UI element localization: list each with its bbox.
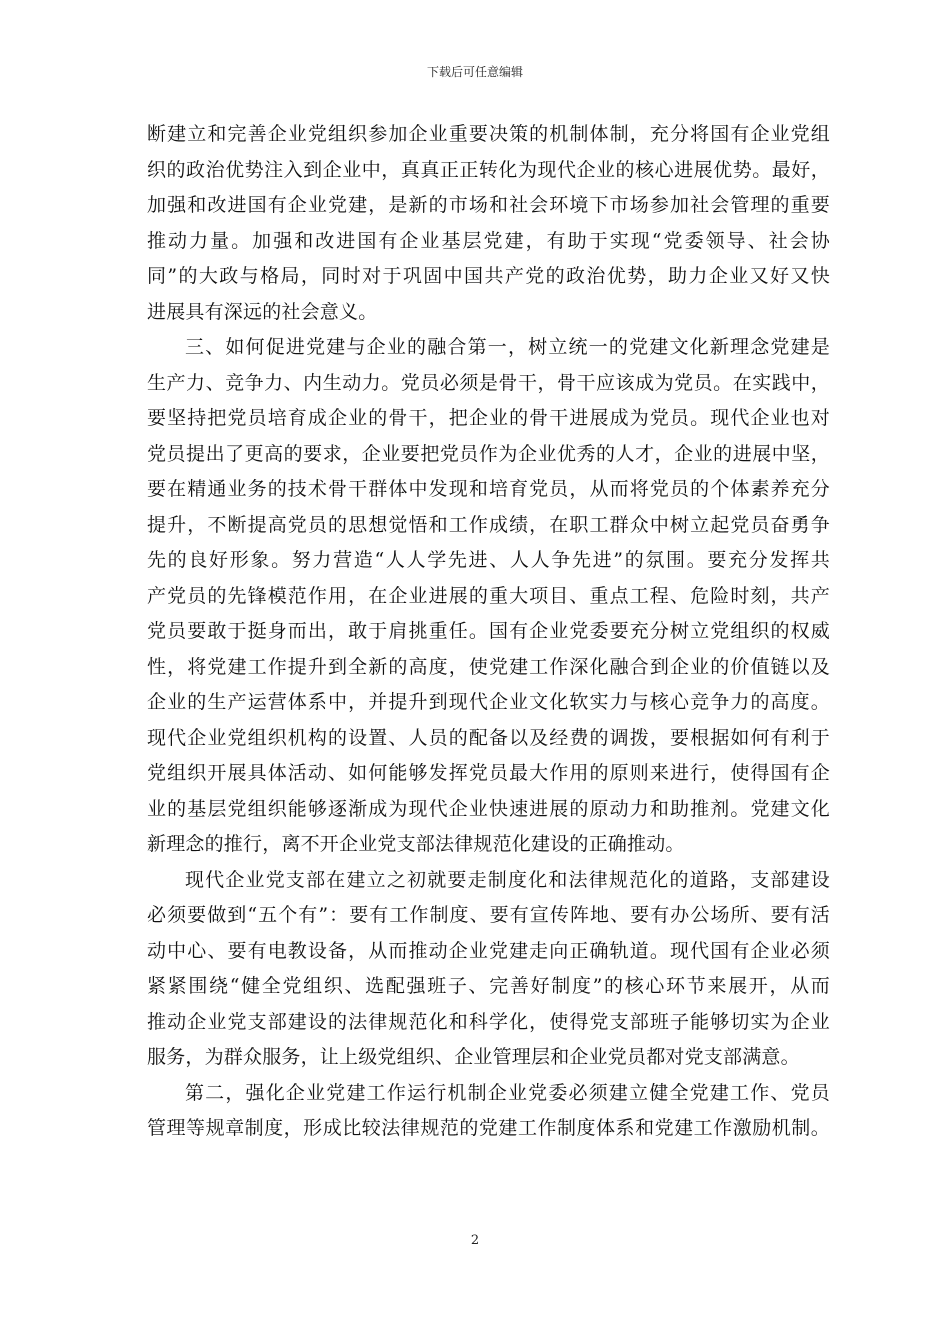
text-line: 动中心、要有电教设备，从而推动企业党建走向正确轨道。现代国有企业必须 [147,939,830,962]
text-line: 进展具有深远的社会意义。 [147,300,378,323]
text-line: 企业的生产运营体系中，并提升到现代企业文化软实力与核心竞争力的高度。 [147,691,830,713]
text-line: 党员提出了更高的要求，企业要把党员作为企业优秀的人才，企业的进展中坚， [147,442,830,465]
text-line: 推动力量。加强和改进国有企业基层党建，有助于实现“党委领导、社会协 [147,229,830,252]
text-line: 党组织开展具体活动、如何能够发挥党员最大作用的原则来进行，使得国有企 [147,762,830,784]
text-line: 管理等规章制度，形成比较法律规范的党建工作制度体系和党建工作激励机制。 [147,1117,830,1139]
text-line: 同”的大政与格局，同时对于巩固中国共产党的政治优势，助力企业又好又快 [147,265,830,287]
text-line: 织的政治优势注入到企业中，真真正正转化为现代企业的核心进展优势。最好， [147,158,830,181]
text-line: 加强和改进国有企业党建，是新的市场和社会环境下市场参加社会管理的重要 [147,194,830,216]
text-line: 性，将党建工作提升到全新的高度，使党建工作深化融合到企业的价值链以及 [147,655,830,678]
text-line: 推动企业党支部建设的法律规范化和科学化，使得党支部班子能够切实为企业 [147,1010,830,1033]
page-number: 2 [470,1233,480,1248]
page-header: 下载后可任意编辑 [426,65,523,79]
text-line: 要在精通业务的技术骨干群体中发现和培育党员，从而将党员的个体素养充分 [147,478,830,500]
paragraph-start-line: 第二，强化企业党建工作运行机制企业党委必须建立健全党建工作、党员 [185,1081,830,1104]
paragraph-start-line: 现代企业党支部在建立之初就要走制度化和法律规范化的道路，支部建设 [185,868,830,891]
text-line: 业的基层党组织能够逐渐成为现代企业快速进展的原动力和助推剂。党建文化 [147,797,830,820]
document-body [147,117,830,1147]
text-line: 要坚持把党员培育成企业的骨干，把企业的骨干进展成为党员。现代企业也对 [147,407,830,429]
paragraph-start-line: 三、如何促进党建与企业的融合第一，树立统一的党建文化新理念党建是 [185,336,830,358]
text-line: 提升，不断提高党员的思想觉悟和工作成绩，在职工群众中树立起党员奋勇争 [147,513,830,536]
text-line: 党员要敢于挺身而出，敢于肩挑重任。国有企业党委要充分树立党组织的权威 [147,620,830,642]
text-line: 产党员的先锋模范作用，在企业进展的重大项目、重点工程、危险时刻，共产 [147,584,830,607]
text-line: 紧紧围绕“健全党组织、选配强班子、完善好制度”的核心环节来展开，从而 [147,975,830,997]
text-line: 现代企业党组织机构的设置、人员的配备以及经费的调拨，要根据如何有利于 [147,726,830,749]
text-line: 必须要做到“五个有”：要有工作制度、要有宣传阵地、要有办公场所、要有活 [147,904,830,926]
text-line: 生产力、竞争力、内生动力。党员必须是骨干，骨干应该成为党员。在实践中， [147,371,830,394]
text-line: 先的良好形象。努力营造“人人学先进、人人争先进”的氛围。要充分发挥共 [147,549,830,571]
text-line: 服务，为群众服务，让上级党组织、企业管理层和企业党员都对党支部满意。 [147,1046,800,1068]
text-line: 新理念的推行，离不开企业党支部法律规范化建设的正确推动。 [147,833,685,855]
text-line: 断建立和完善企业党组织参加企业重要决策的机制体制，充分将国有企业党组 [147,123,830,145]
